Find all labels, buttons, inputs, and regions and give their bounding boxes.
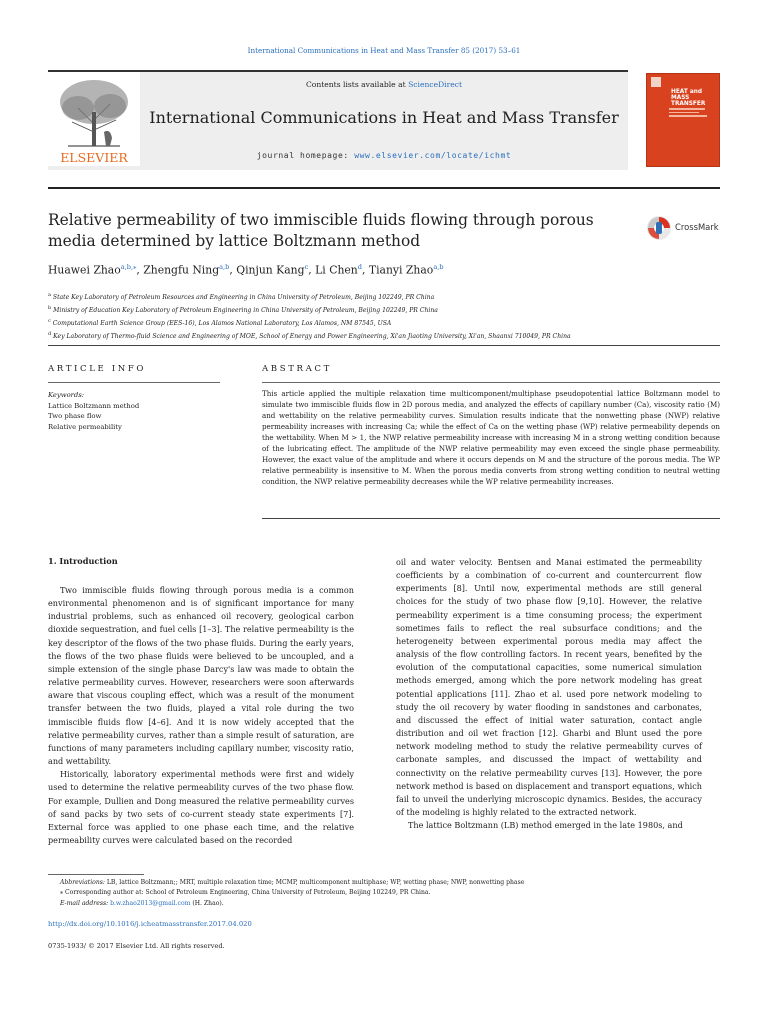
affiliation-key: c — [48, 318, 51, 325]
left-column — [48, 584, 354, 847]
cover-title: HEAT and MASS TRANSFER — [671, 89, 706, 107]
author-affiliation-marker[interactable]: a,b — [219, 263, 230, 271]
info-divider — [48, 345, 720, 346]
email-footnote — [60, 899, 720, 909]
author-name[interactable]: Zhengfu Ning — [143, 263, 220, 277]
section-heading-introduction: 1. Introduction — [48, 556, 118, 566]
keyword-item: Two phase flow — [48, 412, 102, 421]
article-info-rule — [48, 382, 220, 383]
footnotes — [60, 878, 720, 909]
author-affiliation-marker[interactable]: a,b,⁎ — [120, 263, 137, 271]
abbreviations-text: LB, lattice Boltzmann;; MRT, multiple relaxation time; MCMP, multicomponent multiphase; WP, wetting phase; NWP, nonwetting phase — [104, 879, 525, 886]
author-separator: , — [362, 263, 369, 277]
svg-text:ELSEVIER: ELSEVIER — [60, 150, 128, 165]
author-name[interactable]: Qinjun Kang — [236, 263, 305, 277]
journal-cover-thumbnail[interactable] — [646, 73, 720, 167]
author-list — [48, 263, 688, 277]
author-affiliation-marker[interactable]: d — [357, 263, 362, 271]
abbreviations-footnote — [60, 878, 720, 888]
journal-homepage — [140, 151, 628, 160]
corresponding-author-footnote: ⁎ Corresponding author at: School of Petroleum Engineering, China University of Petroleum, Beijing 102249, PR China. — [60, 889, 431, 897]
article-info-heading: ARTICLE INFO — [48, 364, 147, 374]
elsevier-tree-icon — [48, 72, 140, 166]
abstract-bottom-rule — [262, 518, 720, 519]
email-suffix: (H. Zhao). — [190, 899, 224, 907]
affiliation-item — [48, 303, 688, 316]
abbreviations-label: Abbreviations: — [60, 879, 105, 886]
author-affiliation-marker[interactable]: c — [304, 263, 309, 271]
paragraph: oil and water velocity. Bentsen and Manai estimated the permeability coefficients by a combination of co-current and countercurrent flow experiments [8]. Until now, experimental methods are still general choices for the study of two phase flow [9,10]. However, the relative permeability experiment is a time consuming process; the experiment sometimes fails to reflect the real subsurface conditions; and the heterogeneity between experimental porous media may affect the analysis of the flow controlling factors. In recent years, benefited by the evolution of the computational capacities, some numerical simulation methods emerged, among which the pore network modeling has great potential applications [11]. Zhao et al. used pore network modeling to study the oil recovery by water flooding in sandstones and carbonates, and discussed the effect of initial water saturation, contact angle distribution and oil wet fraction [12]. Gharbi and Blunt used the pore network modeling method to study the relative permeability curves of carbonate samples, and discussed the impact of wettability and connectivity on the relative permeability curves [13]. However, the pore network method is based on displacement and transport equations, which fail to unveil the underlying microscopic dynamics. Besides, the accuracy of the modeling is highly related to the extracted network. — [396, 557, 702, 817]
crossmark-badge[interactable] — [646, 214, 722, 242]
cover-text-lines — [669, 108, 709, 119]
affiliation-text: State Key Laboratory of Petroleum Resources and Engineering in China University of Petroleum, Beijing 102249, PR China — [52, 294, 435, 302]
affiliation-key: a — [48, 292, 51, 298]
journal-title: International Communications in Heat and Mass Transfer — [149, 108, 619, 127]
copyright-notice: 0735-1933/ © 2017 Elsevier Ltd. All rights reserved. — [48, 942, 225, 950]
crossmark-label: CrossMark — [675, 222, 719, 232]
homepage-link[interactable]: www.elsevier.com/locate/ichmt — [354, 151, 512, 160]
affiliation-text: Key Laboratory of Thermo-fluid Science and Engineering of MOE, School of Energy and Power Engineering, Xi'an Jiaoting University, Xi'an, Shaanxi 710049, PR China — [53, 333, 571, 341]
email-link[interactable]: b.w.zhao2013@gmail.com — [110, 899, 191, 907]
author-separator: , — [229, 263, 237, 277]
footnote-rule — [48, 874, 144, 875]
author-name[interactable]: Li Chen — [315, 263, 358, 277]
author-name[interactable]: Tianyi Zhao — [368, 263, 434, 277]
cover-logo-icon — [651, 77, 661, 87]
affiliation-text: Computational Earth Science Group (EES-16), Los Alamos National Laboratory, Los Alamos, NM 87545, USA — [52, 320, 392, 328]
contents-line — [140, 80, 628, 89]
paragraph: Historically, laboratory experimental methods were first and widely used to determine the relative permeability curves of the two phase flow. For example, Dullien and Dong measured the relative permeability curves of sand packs by two sets of co-current steady state experiments [7]. External force was applied to one phase each time, and the relative permeability curves were calculated based on the recorded — [48, 769, 354, 845]
affiliations — [48, 290, 688, 342]
journal-citation[interactable]: International Communications in Heat and Mass Transfer 85 (2017) 53–61 — [247, 46, 521, 55]
email-label: E-mail address: — [60, 899, 109, 907]
keyword-item: Lattice Boltzmann method — [48, 401, 140, 410]
author-separator: , — [308, 263, 316, 277]
header-divider — [48, 187, 720, 189]
affiliation-item — [48, 329, 688, 342]
author-name[interactable]: Huawei Zhao — [48, 263, 121, 277]
affiliation-item — [48, 290, 688, 303]
affiliation-text: Ministry of Education Key Laboratory of Petroleum Engineering in China University of Petroleum, Beijing 102249, PR China — [53, 307, 438, 315]
keywords-block — [48, 390, 228, 433]
sciencedirect-link[interactable]: ScienceDirect — [408, 80, 463, 89]
doi-link[interactable]: http://dx.doi.org/10.1016/j.icheatmasstransfer.2017.04.020 — [48, 920, 252, 928]
author-separator: , — [136, 263, 144, 277]
paragraph: Two immiscible fluids flowing through porous media is a common environmental phenomenon and is of significant importance for many industrial problems, such as enhanced oil recovery, geological carbon dioxide sequestration, and fuel cells [1–3]. The relative permeability is the key descriptor of the flows of the two phase fluids. During the early years, the flows of the two phase fluids were believed to be uncoupled, and a simple extension of the single phase Darcy's law was made to obtain the relative permeability curves. However, researchers were soon afterwards aware that viscous coupling effect, which was a result of the monument transfer between the two fluids, played a vital role during the two immiscible fluids flow [4–6]. And it is now widely accepted that the relative permeability curves, rather than a simple result of saturation, are functions of many parameters including capillary number, viscosity ratio, and wettability. — [48, 585, 354, 767]
abstract-text: This article applied the multiple relaxation time multicomponent/multiphase pseudopotential lattice Boltzmann model to simulate two immiscible fluids flow in 2D porous media, and analyzed the effects of capillary number (Ca), viscosity ratio (M) and wettability on the relative permeability curves. Simulation results indicate that the nonwetting phase (NWP) relative permeability increases with increasing Ca; while the effect of Ca on the wetting phase (WP) relative permeability depends on the wettability. When M > 1, the NWP relative permeability increase with increasing M in a strong wetting condition because of the lubricating effect. The amplitude of the NWP relative permeability may even exceed the single phase permeability. However, the exact value of the amplitude and where it occurs depends on M and the structure of the porous media. The WP relative permeability is insensitive to M. When the porous media converts from strong wetting condition to neutral wetting condition, the NWP relative permeability decreases while the WP relative permeability increases. — [262, 389, 720, 487]
abstract-heading: ABSTRACT — [262, 364, 332, 374]
homepage-label: journal homepage: — [256, 151, 355, 160]
keywords-label: Keywords: — [48, 391, 85, 399]
article-title: Relative permeability of two immiscible fluids flowing through porous media determined by lattice Boltzmann method — [48, 211, 594, 250]
elsevier-logo — [48, 72, 140, 166]
abstract-rule — [262, 382, 720, 383]
affiliation-key: d — [48, 331, 52, 338]
keyword-item: Relative permeability — [48, 423, 122, 432]
contents-prefix: Contents lists available at — [305, 80, 409, 89]
affiliation-item — [48, 316, 688, 329]
right-column — [396, 556, 702, 832]
author-affiliation-marker[interactable]: a,b — [433, 263, 444, 271]
affiliation-key: b — [48, 305, 52, 312]
paragraph: The lattice Boltzmann (LB) method emerged in the late 1980s, and — [408, 820, 683, 831]
